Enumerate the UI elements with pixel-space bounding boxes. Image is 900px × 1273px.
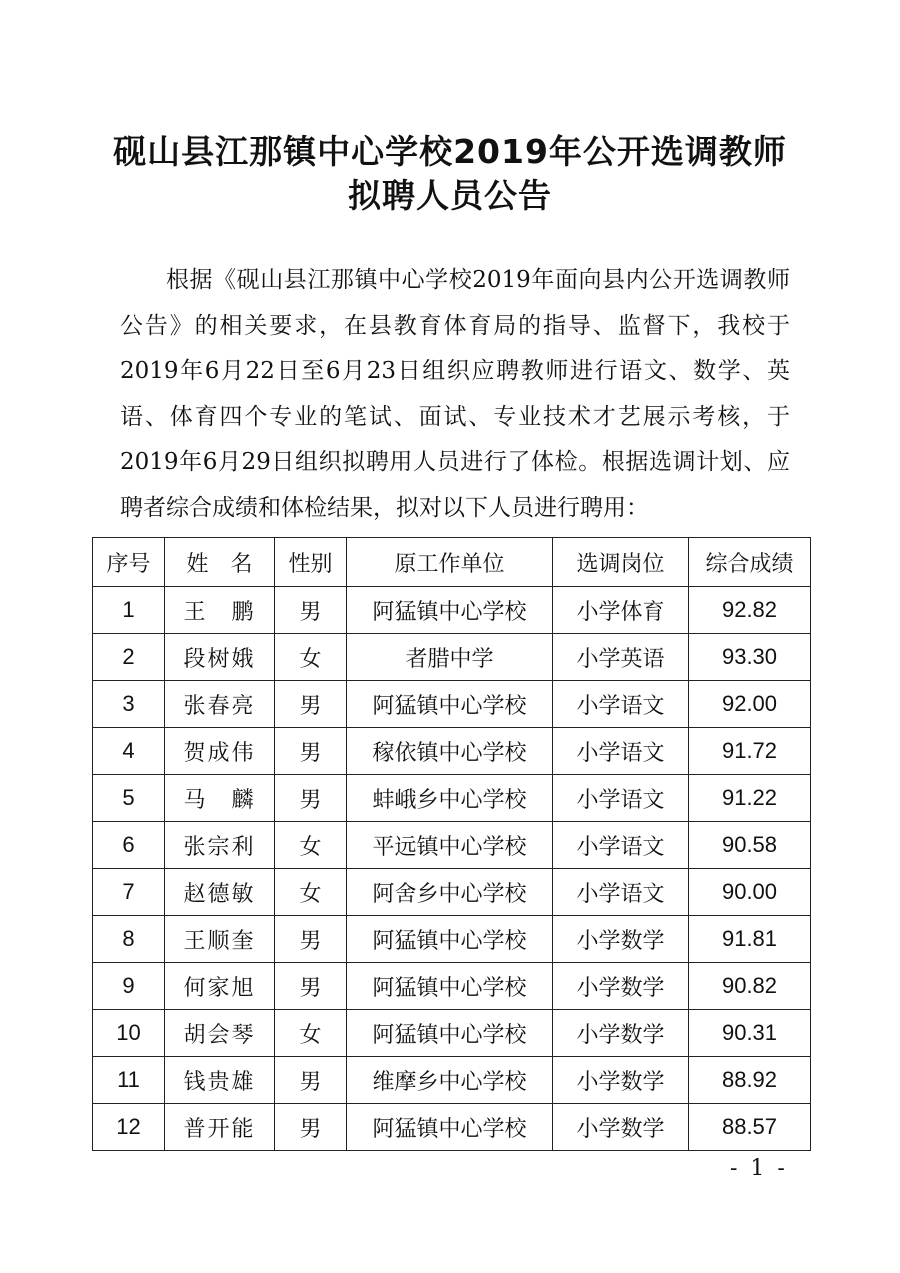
table-row <box>93 775 811 822</box>
cell-post: 小学体育 <box>553 587 689 634</box>
header-score: 综合成绩 <box>689 538 811 587</box>
cell-seq: 11 <box>93 1057 165 1104</box>
cell-original-unit: 稼依镇中心学校 <box>347 728 553 775</box>
table-row <box>93 634 811 681</box>
table-row <box>93 822 811 869</box>
cell-name: 赵德敏 <box>165 869 275 916</box>
cell-post: 小学语文 <box>553 869 689 916</box>
document-title-line-2: 拟聘人员公告 <box>348 176 552 215</box>
cell-score: 92.82 <box>689 587 811 634</box>
cell-score: 90.00 <box>689 869 811 916</box>
cell-original-unit: 蚌峨乡中心学校 <box>347 775 553 822</box>
cell-name: 段树娥 <box>165 634 275 681</box>
cell-original-unit: 阿猛镇中心学校 <box>347 916 553 963</box>
announcement-paragraph: 根据《砚山县江那镇中心学校2019年面向县内公开选调教师公告》的相关要求，在县教育体育局的指导、监督下，我校于2019年6月22日至6月23日组织应聘教师进行语文、数学、英语、体育四个专业的笔试、面试、专业技术才艺展示考核，于2019年6月29日组织拟聘用人员进行了体检。根据选调计划、应聘者综合成绩和体检结果，拟对以下人员进行聘用： <box>120 267 790 521</box>
cell-score: 90.82 <box>689 963 811 1010</box>
cell-post: 小学数学 <box>553 963 689 1010</box>
cell-seq: 9 <box>93 963 165 1010</box>
table-row <box>93 1010 811 1057</box>
cell-seq: 6 <box>93 822 165 869</box>
table-row <box>93 681 811 728</box>
cell-post: 小学数学 <box>553 1010 689 1057</box>
cell-score: 90.31 <box>689 1010 811 1057</box>
cell-name: 普开能 <box>165 1104 275 1151</box>
cell-seq: 2 <box>93 634 165 681</box>
cell-gender: 男 <box>275 681 347 728</box>
cell-name: 马 麟 <box>165 775 275 822</box>
cell-gender: 女 <box>275 869 347 916</box>
cell-original-unit: 阿猛镇中心学校 <box>347 1010 553 1057</box>
cell-seq: 7 <box>93 869 165 916</box>
cell-seq: 4 <box>93 728 165 775</box>
page-number: - 1 - <box>730 1156 788 1181</box>
cell-seq: 1 <box>93 587 165 634</box>
cell-score: 88.92 <box>689 1057 811 1104</box>
cell-post: 小学语文 <box>553 822 689 869</box>
cell-score: 88.57 <box>689 1104 811 1151</box>
cell-name: 钱贵雄 <box>165 1057 275 1104</box>
cell-post: 小学英语 <box>553 634 689 681</box>
header-post: 选调岗位 <box>553 538 689 587</box>
table-row <box>93 869 811 916</box>
table-row <box>93 1104 811 1151</box>
hiring-table <box>92 537 811 1151</box>
cell-score: 93.30 <box>689 634 811 681</box>
cell-score: 91.81 <box>689 916 811 963</box>
cell-original-unit: 者腊中学 <box>347 634 553 681</box>
cell-original-unit: 阿猛镇中心学校 <box>347 587 553 634</box>
cell-original-unit: 平远镇中心学校 <box>347 822 553 869</box>
cell-name: 张宗利 <box>165 822 275 869</box>
cell-seq: 3 <box>93 681 165 728</box>
cell-gender: 男 <box>275 916 347 963</box>
header-gender: 性别 <box>275 538 347 587</box>
cell-name: 王顺奎 <box>165 916 275 963</box>
cell-score: 90.58 <box>689 822 811 869</box>
cell-score: 91.22 <box>689 775 811 822</box>
cell-gender: 女 <box>275 822 347 869</box>
table-row <box>93 587 811 634</box>
cell-gender: 男 <box>275 728 347 775</box>
table-header-row <box>93 538 811 587</box>
document-title-line-1: 砚山县江那镇中心学校2019年公开选调教师 <box>113 132 787 171</box>
cell-gender: 男 <box>275 963 347 1010</box>
header-name: 姓 名 <box>165 538 275 587</box>
cell-gender: 男 <box>275 1104 347 1151</box>
cell-name: 王 鹏 <box>165 587 275 634</box>
cell-original-unit: 阿舍乡中心学校 <box>347 869 553 916</box>
cell-name: 何家旭 <box>165 963 275 1010</box>
cell-original-unit: 阿猛镇中心学校 <box>347 681 553 728</box>
table-row <box>93 1057 811 1104</box>
cell-gender: 男 <box>275 587 347 634</box>
cell-post: 小学数学 <box>553 916 689 963</box>
cell-original-unit: 维摩乡中心学校 <box>347 1057 553 1104</box>
cell-name: 胡会琴 <box>165 1010 275 1057</box>
cell-post: 小学数学 <box>553 1057 689 1104</box>
cell-post: 小学数学 <box>553 1104 689 1151</box>
cell-post: 小学语文 <box>553 775 689 822</box>
cell-original-unit: 阿猛镇中心学校 <box>347 963 553 1010</box>
cell-gender: 男 <box>275 1057 347 1104</box>
header-seq: 序号 <box>93 538 165 587</box>
table-row <box>93 963 811 1010</box>
cell-score: 91.72 <box>689 728 811 775</box>
cell-name: 贺成伟 <box>165 728 275 775</box>
table-row <box>93 916 811 963</box>
cell-seq: 5 <box>93 775 165 822</box>
cell-post: 小学语文 <box>553 681 689 728</box>
cell-gender: 女 <box>275 634 347 681</box>
cell-original-unit: 阿猛镇中心学校 <box>347 1104 553 1151</box>
cell-seq: 12 <box>93 1104 165 1151</box>
cell-post: 小学语文 <box>553 728 689 775</box>
cell-gender: 女 <box>275 1010 347 1057</box>
cell-name: 张春亮 <box>165 681 275 728</box>
cell-gender: 男 <box>275 775 347 822</box>
cell-score: 92.00 <box>689 681 811 728</box>
header-original-unit: 原工作单位 <box>347 538 553 587</box>
table-row <box>93 728 811 775</box>
cell-seq: 8 <box>93 916 165 963</box>
cell-seq: 10 <box>93 1010 165 1057</box>
